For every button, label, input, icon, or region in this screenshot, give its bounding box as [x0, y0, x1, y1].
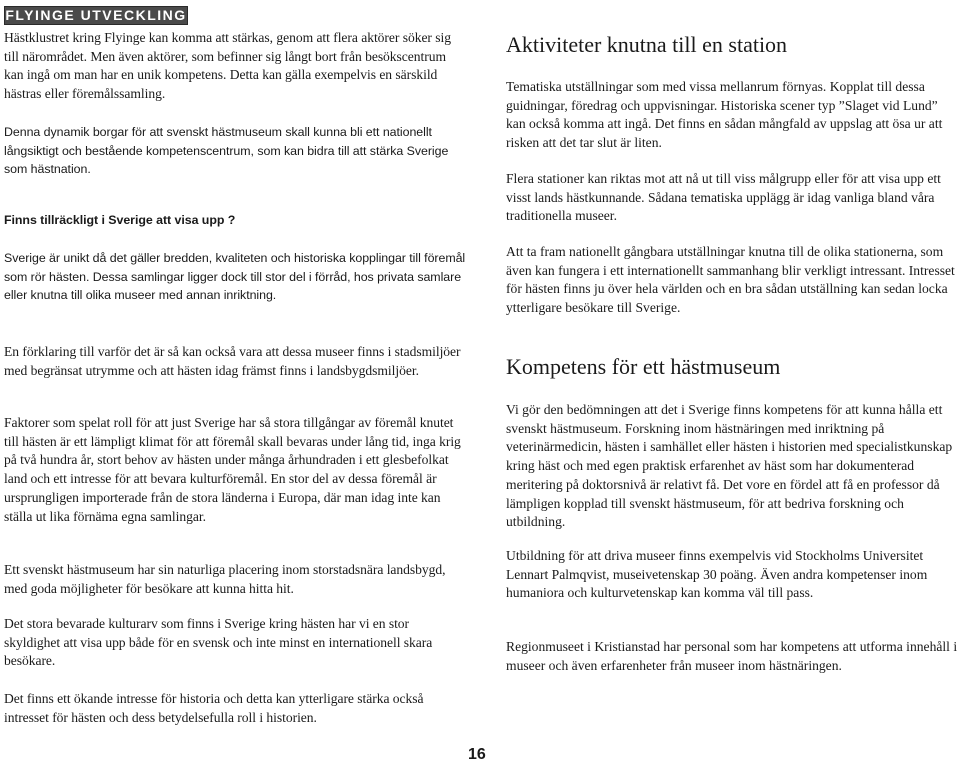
paragraph-competence-assessment: Vi gör den bedömningen att det i Sverige finns kompetens för att kunna hålla ett svenskt hästmuseum. Forskning inom hästnäringen med inriktning på veterinärmedicin, hästen i samhället eller hästen i historien med specialistkunskap kring häst och med egen praktisk erfarenhet av häst som har dokumenterad meritering på doktorsnivå är relativt få. Det vore en fördel att få en professor då lämpligen kopplad till svenskt hästmuseum, för att bedriva forskning och utbildning. — [506, 402, 953, 530]
paragraph-explanation: En förklaring till varför det är så kan också vara att dessa museer finns i stadsmiljöer med begränsat utrymme och att hästen idag främst finns i landsbygdsmiljöer. — [4, 344, 461, 378]
paragraph-heritage: Det stora bevarade kulturarv som finns i Sverige kring hästen har vi en stor skyldighet att visa upp både för en svensk och inte minst en internationell skara besökare. — [4, 616, 433, 669]
paragraph-factors: Faktorer som spelat roll för att just Sverige har så stora tillgångar av föremål knutet till hästen är ett lämpligt klimat för att föremål skall bevaras under lång tid, inga krig på två hundra år, stort behov av hästen under många århundraden i ett glesbefolkat land och ett intresse för att bevara kulturföremål. En stor del av dessa föremål är ursprungligen importerade från de stora länderna i Europa, där man idag inte kan ställa ut lika förnäma egna samlingar. — [4, 415, 461, 524]
paragraph-regional-museum: Regionmuseet i Kristianstad har personal som har kompetens att utforma innehåll i museer och även erfarenheter från museer inom hästnäringen. — [506, 639, 958, 673]
page-number: 16 — [468, 746, 486, 763]
paragraph-uniqueness: Sverige är unikt då det gäller bredden, kvaliteten och historiska kopplingar till föremål som rör hästen. Dessa samlingar ligger dock till stor del i förråd, hos privata samlare eller knutna till olika museer med annan inriktning. — [4, 251, 466, 303]
paragraph-interest: Det finns ett ökande intresse för historia och detta kan ytterligare stärka också intresset för hästen och dess betydelsefulla roll i historien. — [4, 691, 424, 725]
paragraph-education: Utbildning för att driva museer finns exempelvis vid Stockholms Universitet Lennart Palmqvist, museivetenskap 30 poäng. Även andra kompetenser inom humaniora och kulturvetenskap kan komma väl till pass. — [506, 548, 928, 601]
heading-activities: Aktiviteter knutna till en station — [506, 32, 788, 57]
paragraph-dynamics: Denna dynamik borgar för att svenskt hästmuseum skall kunna bli ett nationellt långsiktigt och bestående kompetenscentrum, som kan bidra till att stärka Sverige som hästnation. — [4, 125, 449, 177]
paragraph-stations: Flera stationer kan riktas mot att nå ut till viss målgrupp eller för att visa upp ett visst lands hästkunnande. Sådana tematiska upplägg är idag vanliga bland våra traditionella museer. — [506, 171, 941, 224]
heading-competence: Kompetens för ett hästmuseum — [506, 354, 781, 379]
paragraph-intro: Hästklustret kring Flyinge kan komma att stärkas, genom att flera aktörer söker sig till närområdet. Men även aktörer, som befinner sig långt bort från besökscentrum kan ingå om man har en unik kompetens. Detta kan gälla exempelvis en särskild hästras eller föremålssamling. — [4, 30, 451, 102]
brand-logo: FLYINGE UTVECKLING — [5, 7, 187, 23]
paragraph-exhibitions: Tematiska utställningar som med vissa mellanrum förnyas. Kopplat till dessa guidningar, föredrag och uppvisningar. Historiska scener typ ”Slaget vid Lund” kan också komma att ingå. Det finns en sådan mångfald av uppslag att ösa ur att risken att det tar slut är liten. — [506, 79, 943, 151]
paragraph-placement: Ett svenskt hästmuseum har sin naturliga placering inom storstadsnära landsbygd, med goda möjligheter för besökare att kunna hitta hit. — [4, 562, 446, 596]
section-subheading: Finns tillräckligt i Sverige att visa upp ? — [4, 213, 236, 227]
paragraph-national-exhibitions: Att ta fram nationellt gångbara utställningar knutna till de olika stationerna, som även kan fungera i ett internationellt sammanhang blir verkligt intressant. Intresset för hästen finns ju över hela världen och en bra sådan utställning kan sedan locka ytterligare besökare till Sverige. — [506, 244, 955, 316]
